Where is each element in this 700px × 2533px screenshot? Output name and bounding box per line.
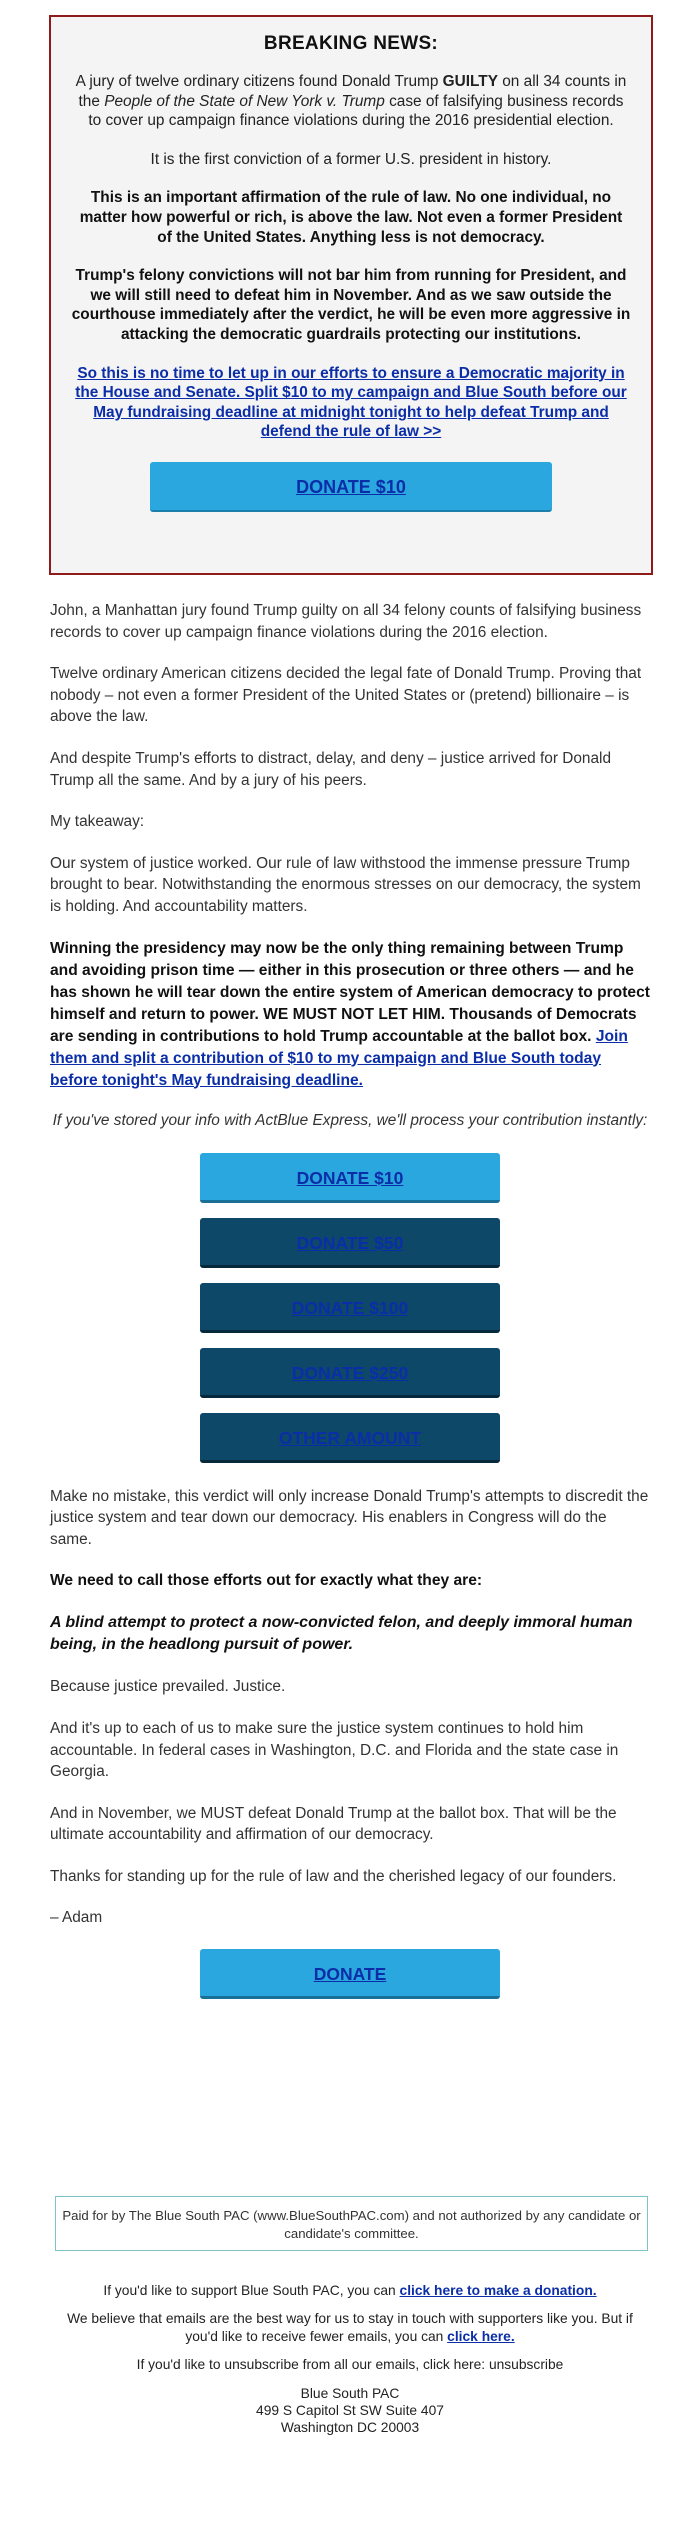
donate-100-button[interactable]: DONATE $100 (200, 1283, 500, 1333)
email-body (50, 600, 650, 2014)
body-bold-paragraph: We need to call those efforts out for exactly what they are: (50, 1572, 483, 1590)
body-paragraph: And despite Trump's efforts to distract, delay, and deny – justice arrived for Donald Trump all the same. And by a jury of his peers. (50, 749, 611, 789)
org-name: Blue South PAC (300, 2386, 400, 2401)
breaking-heading: BREAKING NEWS: (263, 33, 439, 54)
support-line: If you'd like to support Blue South PAC, you can click here to make a donation. (103, 2283, 597, 2298)
breaking-cta-paragraph (71, 364, 631, 442)
body-paragraph: Twelve ordinary American citizens decided the legal fate of Donald Trump. Proving that nobody – not even a former President of the United States or (pretend) billionaire – is above the law. (50, 665, 642, 726)
body-paragraph: Our system of justice worked. Our rule of law withstood the immense pressure Trump brought to bear. Notwithstanding the enormous stresses on our democracy, the system is holding. And accountability matters. (50, 854, 641, 915)
breaking-rule-of-law: This is an important affirmation of the rule of law. No one individual, no matter how powerful or rich, is above the law. Not even a former President of the United States. Anything less is not democracy. (79, 189, 623, 246)
body-paragraph: Because justice prevailed. Justice. (50, 1678, 286, 1696)
body-paragraph: And in November, we MUST defeat Donald Trump at the ballot box. That will be the ultimate accountability and affirmation of our democracy. (50, 1804, 617, 1844)
donate-50-button[interactable]: DONATE $50 (200, 1218, 500, 1268)
split-contribution-link[interactable]: Join them and split a contribution of $10 to my campaign and Blue South today before tonight's May fundraising deadline. (50, 1027, 628, 1089)
breaking-verdict-paragraph: A jury of twelve ordinary citizens found Donald Trump GUILTY on all 34 counts in the People of the State of New York v. Trump case of falsifying business records to cover up campaign finance violations during the 2016 presidential election. (75, 73, 627, 130)
unsubscribe-line[interactable]: If you'd like to unsubscribe from all our emails, click here: unsubscribe (136, 2357, 564, 2372)
spacer (50, 1478, 650, 1486)
donate-button-stack (50, 1153, 650, 1463)
mailing-address (50, 2385, 650, 2436)
city-address: Washington DC 20003 (280, 2420, 420, 2435)
body-bold-italic-paragraph: A blind attempt to protect a now-convicted felon, and deeply immoral human being, in the headlong pursuit of power. (50, 1614, 633, 1654)
donate-final-button[interactable]: DONATE (200, 1949, 500, 1999)
make-donation-link[interactable]: click here to make a donation. (399, 2283, 597, 2298)
breaking-first-conviction: It is the first conviction of a former U.S. president in history. (150, 150, 552, 168)
breaking-cta-link[interactable]: So this is no time to let up in our efforts to ensure a Democratic majority in the House and Senate. Split $10 to my campaign and Blue South before our May fundraising deadline at midnight tonight to help defeat Trump and defend the rule of law >> (75, 364, 627, 441)
actblue-express-note: If you've stored your info with ActBlue Express, we'll process your contribution instantly: (52, 1111, 648, 1129)
body-paragraph: John, a Manhattan jury found Trump guilty on all 34 felony counts of falsifying business records to cover up campaign finance violations during the 2016 election. (50, 602, 642, 641)
body-paragraph: My takeaway: (50, 813, 145, 831)
fewer-emails-line: We believe that emails are the best way for us to stay in touch with supporters like you. But if you'd like to receive fewer emails, you can click here. (67, 2311, 633, 2344)
donate-other-amount-button[interactable]: OTHER AMOUNT (200, 1413, 500, 1463)
street-address: 499 S Capitol St SW Suite 407 (256, 2403, 444, 2418)
body-bold-paragraph: Winning the presidency may now be the only thing remaining between Trump and avoiding prison time — either in this prosecution or three others — and he has shown he will tear down the entire system of American democracy to protect himself and return to power. WE MUST NOT LET HIM. Thousands of Democrats are sending in contributions to hold Trump accountable at the ballot box. Join them and split a contribution of $10 to my campaign and Blue South today before tonight's May fundraising deadline. (50, 939, 650, 1089)
donate-250-button[interactable]: DONATE $250 (200, 1348, 500, 1398)
fewer-emails-link[interactable]: click here. (447, 2329, 515, 2344)
breaking-felony-convictions: Trump's felony convictions will not bar him from running for President, and we will still need to defeat him in November. And as we saw outside the courthouse immediately after the verdict, he will be even more aggressive in attacking the democratic guardrails protecting our institutions. (71, 267, 631, 343)
paid-for-disclaimer: Paid for by The Blue South PAC (www.BlueSouthPAC.com) and not authorized by any candidate or candidate's committee. (55, 2196, 648, 2251)
breaking-news-box (49, 15, 653, 575)
body-paragraph: Make no mistake, this verdict will only increase Donald Trump's attempts to discredit the justice system and tear down our democracy. His enablers in Congress will do the same. (50, 1487, 649, 1548)
body-paragraph: Thanks for standing up for the rule of law and the cherished legacy of our founders. (50, 1867, 617, 1885)
donate-10-button[interactable]: DONATE $10 (200, 1153, 500, 1203)
donate-10-top-button[interactable]: DONATE $10 (150, 462, 552, 512)
body-paragraph: And it's up to each of us to make sure the justice system continues to hold him accountable. In federal cases in Washington, D.C. and Florida and the state case in Georgia. (50, 1719, 619, 1781)
email-footer (50, 2282, 650, 2436)
signoff: – Adam (50, 1909, 103, 1927)
